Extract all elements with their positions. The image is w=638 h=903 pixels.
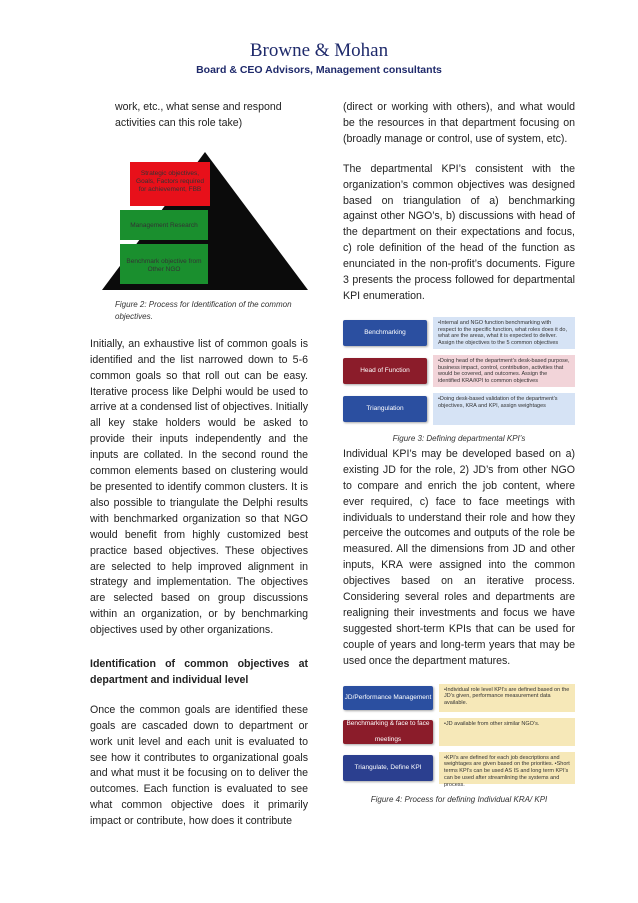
fig4-row-jd <box>343 684 575 712</box>
left-column <box>90 100 308 844</box>
figure-4-caption: Figure 4: Process for defining Individual KRA/ KPI <box>370 794 548 804</box>
company-title: Browne & Mohan <box>249 40 389 61</box>
fig4-row-triangulate <box>343 752 575 788</box>
figure-3-caption: Figure 3: Defining departmental KPI’s <box>392 433 526 443</box>
company-subtitle: Board & CEO Advisors, Management consultants <box>196 64 442 76</box>
right-para-1: (direct or working with others), and what would be the resources in that department focusing on (broadly manage or control, use of system, etc). <box>343 101 575 145</box>
fig4-key-jd: JD/Performance Management <box>343 686 433 710</box>
right-para-2: The departmental KPI’s consistent with the organization’s common objectives was designed based on triangulation of a) benchmarking against other NGO’s, b) discussions with head of the department on their expectations and focus, c) role definition of the head of the function as enunciated in the non-profit’s documents. Figure 3 presents the process followed for departmental KPI enumeration. <box>343 162 575 302</box>
left-para-2: Once the common goals are identified these goals are cascaded down to department or work unit level and each unit is evaluated to see how it contributes to organizational goals and what must it be focusing on to deliver the outcomes. Each function is evaluated to see what common objective does it primarily impact or contribute, how does it contribute <box>90 703 308 828</box>
fig3-row-triangulation <box>343 393 575 425</box>
pyramid-label-2: Management Research <box>130 221 198 229</box>
fig3-desc-benchmarking: •Internal and NGO function benchmarking with respect to the specific function, what roles does it do, what are the areas, what it is expected to deliver. Assign the objectives to the 5 common objectives <box>433 317 575 349</box>
fig4-desc-triangulate: •KPI’s are defined for each job descriptions and weightages are given based on the priorities. •Short terms KPI’s can be used AS IS and long term KPI’s can be used after streamlining the systems and process. <box>439 752 575 784</box>
fig4-row-benchmarking <box>343 718 575 746</box>
fig3-key-head-of-function: Head of Function <box>343 358 427 384</box>
fig3-desc-head-of-function: •Doing head of the department’s desk-based purpose, business impact, control, contribution, activities that would be covered, and outcomes. Assign the identified KRA/KPI to common objectives <box>433 355 575 387</box>
figure-2-caption: Figure 2: Process for Identification of the common objectives. <box>115 299 292 321</box>
section-heading: Identification of common objectives at department and individual level <box>90 658 308 686</box>
figure-2-pyramid <box>90 150 308 295</box>
right-column <box>343 100 575 820</box>
fig4-key-triangulate: Triangulate, Define KPI <box>343 755 433 781</box>
fig3-row-head-of-function <box>343 355 575 387</box>
intro-text: work, etc., what sense and respond activities can this role take) <box>115 101 282 129</box>
figure-4-diagram <box>343 680 575 788</box>
left-para-1: Initially, an exhaustive list of common goals is identified and the list narrowed down to 5-6 common goals so that roll out can be easy. Iterative process like Delphi would be used to arrive at a condensed list of objectives. Initially all key stake holders would be asked to provide their inputs independently and the inputs are collated. In the second round the common elements based on clustering would be presented to identify common clusters. It is also possible to triangulate the Delphi results with benchmarked organization so that NGO would benefit from highly customized best practice based objectives. These objectives are selected to help improved alignment in strategy and implementation. The objectives are selected based on group discussions within an organization, or by benchmarking objectives used by other organizations. <box>90 337 308 637</box>
figure-3-diagram <box>343 311 575 429</box>
fig4-desc-benchmarking: •JD available from other similar NGO’s. <box>439 718 575 746</box>
pyramid-label-1: Strategic objectives, Goals, Factors required for achievement, FBB <box>136 169 204 193</box>
right-para-3: Individual KPI’s may be developed based on a) existing JD for the role, 2) JD’s from other NGO to compare and enrich the job content, where ever required, c) face to face meetings with individuals to understand their role and how they perceive the outcomes and outputs of the role be measured. All the dimensions from JD and other inputs, KRA were assigned into the common objectives based on an iterative process. Considering several roles and departments are realigning their investments and focus we have suggested short-term KPIs that can be used for couple of years and long-term years that may be used once the department matures. <box>343 447 575 667</box>
fig4-key-benchmarking: Benchmarking & face to face meetings <box>343 720 433 744</box>
fig3-key-triangulation: Triangulation <box>343 396 427 422</box>
fig3-desc-triangulation: •Doing desk-based validation of the department’s objectives, KRA and KPI, assign weightages <box>433 393 575 425</box>
pyramid-label-3: Benchmark objective from Other NGO <box>126 257 202 273</box>
fig4-desc-jd: •Individual role level KPI’s are defined based on the JD’s given, performance measurement data available. <box>439 684 575 712</box>
fig3-row-benchmarking <box>343 317 575 349</box>
fig3-key-benchmarking: Benchmarking <box>343 320 427 346</box>
